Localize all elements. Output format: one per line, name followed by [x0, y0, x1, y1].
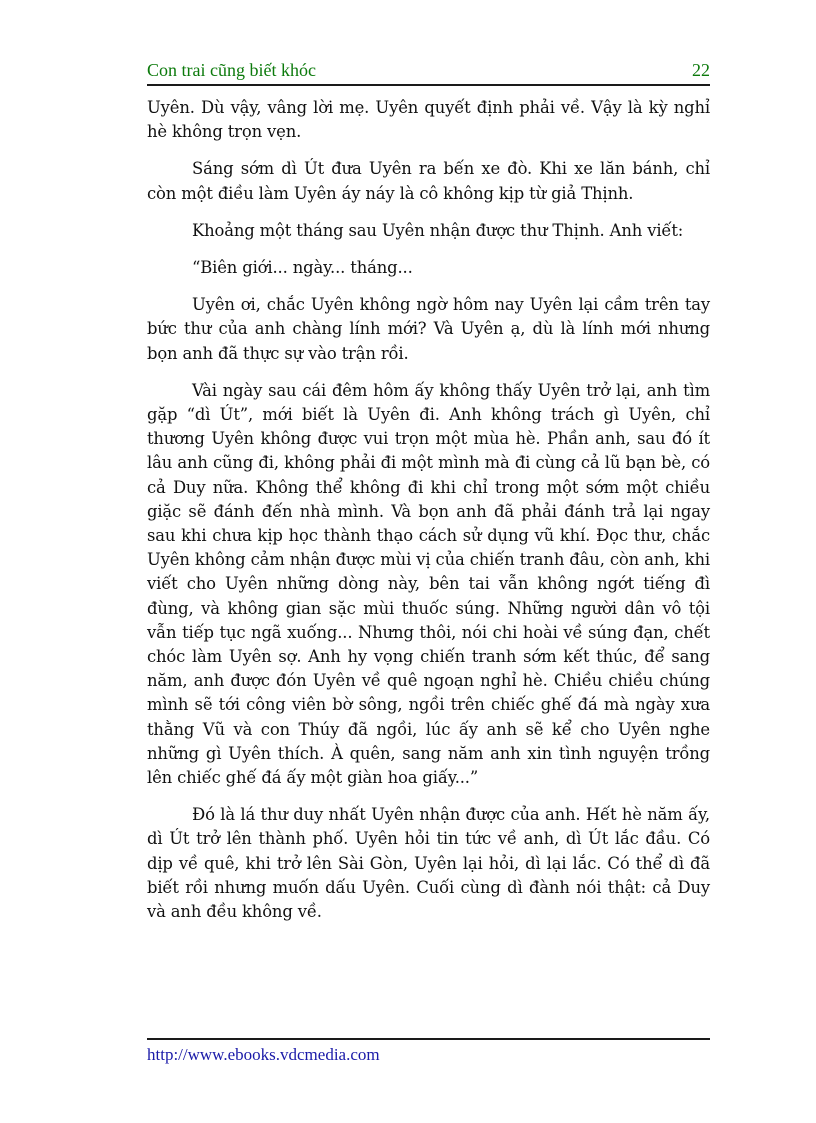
letter-dateline: “Biên giới... ngày... tháng... [192, 258, 413, 278]
page-header [147, 58, 710, 86]
book-title: Con trai cũng biết khóc [147, 60, 316, 80]
footer-url-link[interactable]: http://www.ebooks.vdcmedia.com [147, 1045, 380, 1064]
paragraph-7: Đó là lá thư duy nhất Uyên nhận được của anh. Hết hè năm ấy, dì Út trở lên thành phố. Uyên hỏi tin tức về anh, dì Út lắc đầu. Có dịp về quê, khi trở lên Sài Gòn, Uyên lại hỏi, dì lại lắc. Có thể dì đã biết rồi nhưng muốn dấu Uyên. Cuối cùng dì đành nói thật: cả Duy và anh đều không về. [147, 805, 710, 922]
page-body [147, 96, 710, 937]
paragraph-1: Uyên. Dù vậy, vâng lời mẹ. Uyên quyết định phải về. Vậy là kỳ nghỉ hè không trọn vẹn. [147, 98, 710, 142]
paragraph-5: Uyên ơi, chắc Uyên không ngờ hôm nay Uyên lại cầm trên tay bức thư của anh chàng lính mới? Và Uyên ạ, dù là lính mới nhưng bọn anh đã thực sự vào trận rồi. [147, 295, 710, 363]
footer-divider [147, 1038, 710, 1040]
page-number: 22 [692, 60, 710, 80]
paragraph-3: Khoảng một tháng sau Uyên nhận được thư Thịnh. Anh viết: [192, 220, 684, 240]
paragraph-6: Vài ngày sau cái đêm hôm ấy không thấy Uyên trở lại, anh tìm gặp “dì Út”, mới biết là Uyên đi. Anh không trách gì Uyên, chỉ thương Uyên không được vui trọn một mùa hè. Phần anh, sau đó ít lâu anh cũng đi, không phải đi một mình mà đi cùng cả lũ bạn bè, có cả Duy nữa. Không thể không đi khi chỉ trong một sớm một chiều giặc sẽ đánh đến nhà mình. Và bọn anh đã phải đánh trả lại ngay sau khi chưa kịp học thành thạo cách sử dụng vũ khí. Đọc thư, chắc Uyên không cảm nhận được mùi vị của chiến tranh đâu, còn anh, khi viết cho Uyên những dòng này, bên tai vẫn không ngớt tiếng đì đùng, và không gian sặc mùi thuốc súng. Những người dân vô tội vẫn tiếp tục ngã xuống... Nhưng thôi, nói chi hoài về súng đạn, chết chóc làm Uyên sợ. Anh hy vọng chiến tranh sớm kết thúc, để sang năm, anh được đón Uyên về quê ngoạn nghỉ hè. Chiều chiều chúng mình sẽ tới công viên bờ sông, ngồi trên chiếc ghế đá mà ngày xưa thằng Vũ và con Thúy đã ngồi, lúc ấy anh sẽ kể cho Uyên nghe những gì Uyên thích. À quên, sang năm anh xin tình nguyện trồng lên chiếc ghế đá ấy một giàn hoa giấy...” [147, 380, 710, 788]
paragraph-2: Sáng sớm dì Út đưa Uyên ra bến xe đò. Khi xe lăn bánh, chỉ còn một điều làm Uyên áy náy là cô không kịp từ giả Thịnh. [147, 159, 710, 203]
